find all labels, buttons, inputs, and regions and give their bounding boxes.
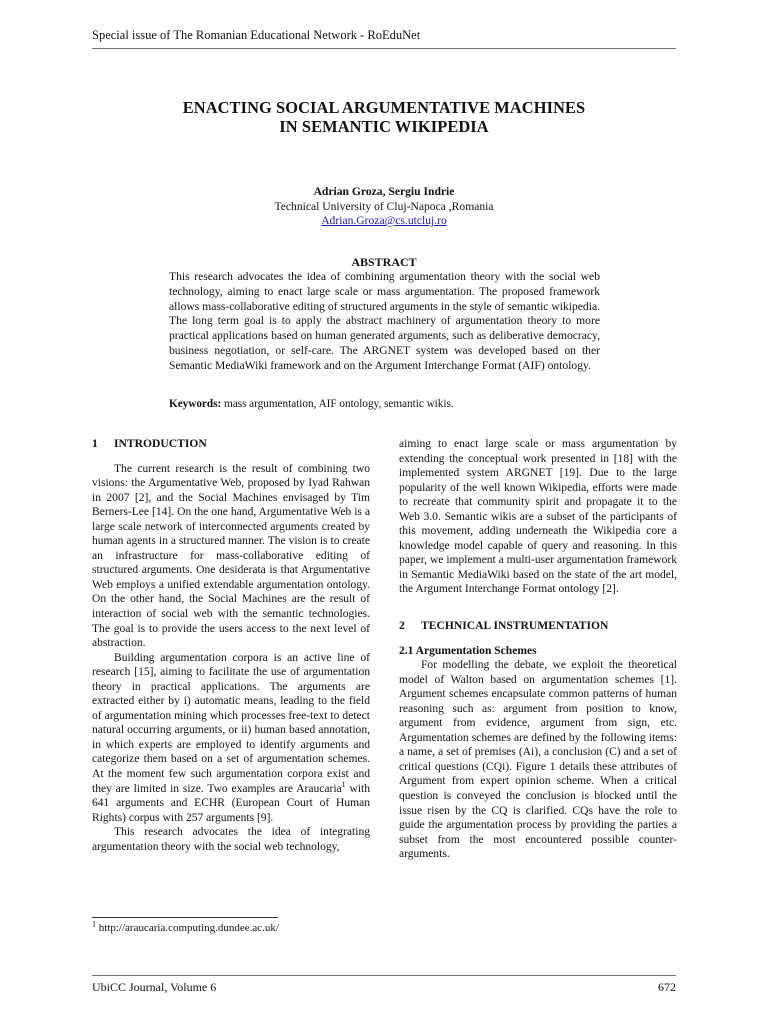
subsection-heading: 2.1 Argumentation Schemes [399, 644, 537, 657]
intro-paragraph-2-text-a: Building argumentation corpora is an active line of research [15], aiming to facilitate the use of argumentation theory in practical applications. The arguments are extracted either by i) automatic means, leading to the field of argumentation mining which processes free-text to detect natural occurring arguments, or ii) human based annotation, in which experts are employed to identify arguments and categorize them based on a set of argumentation schemes. At the moment few such argumentation corpora exist and they are limited in size. Two examples are Araucaria [92, 651, 370, 795]
section-title: TECHNICAL INSTRUMENTATION [421, 619, 609, 633]
affiliation: Technical University of Cluj-Napoca ,Romania [274, 199, 494, 213]
footnote-marker[interactable]: 1 [341, 779, 346, 789]
intro-paragraph-continued: aiming to enact large scale or mass argumentation by extending the conceptual work presented in [18] with the implemented system ARGNET [19]. Due to the large popularity of the well known Wikipedia, efforts were made to recreate that community spirit and propagate it to the Web 3.0. Semantic wikis are a subset of the participants of this movement, adding underneath the Wikipedia core a knowledge model capable of query and reasoning. In this paper, we implement a multi-user argumentation framework in Semantic MediaWiki based on the state of the art model, the Argument Interchange Format ontology [2]. [399, 438, 677, 596]
keywords-text: mass argumentation, AIF ontology, semantic wikis. [221, 398, 454, 410]
header-divider [92, 48, 676, 49]
intro-paragraph-3: This research advocates the idea of integrating argumentation theory with the social web technology, [92, 826, 370, 853]
running-header: Special issue of The Romanian Educational Network - RoEduNet [92, 28, 421, 42]
footnote [92, 919, 279, 934]
abstract-text: This research advocates the idea of combining argumentation theory with the social web technology, aiming to enact large scale or mass argumentation. The proposed framework allows mass-collaborative editing of structured arguments in the style of semantic wikipedia. The long term goal is to apply the abstract machinery of argumentation theory to more practical applications based on human generated arguments, such as deliberative democracy, business negotiation, or self-care. The ARGNET system was developed based on ther Semantic MediaWiki framework and on the Argument Interchange Format (AIF) ontology. [169, 270, 600, 372]
section-title: INTRODUCTION [114, 437, 207, 450]
tech-paragraph-1: For modelling the debate, we exploit the theoretical model of Walton based on argumentation schemes [1]. Argument schemes encapsulate common patterns of human reasoning such as: argument from position to know, argument from evidence, argument from sign, etc. Argumentation schemes are defined by the following items: a name, a set of premises (Ai), a conclusion (C) and a set of critical questions (CQi). Figure 1 details these attributes of Argument from expert opinion scheme. When a critical question is conveyed the conclusion is blocked until the issue risen by the CQ is clarified. CQs have the role to guide the argumentation process by providing the parties a subset from the most encountered possible counter-arguments. [399, 659, 677, 861]
intro-paragraph-1: The current research is the result of combining two visions: the Argumentative Web, proposed by Iyad Rahwan in 2007 [2], and the Social Machines envisaged by Tim Berners-Lee [14]. On the one hand, Argumentative Web is a large scale network of interconnected arguments created by human agents in a structured manner. The vision is to create an infrastructure for mass-collaborative editing of structured arguments. One desiderata is that Argumentative Web employs a unified extendable argumentation ontology. On the other hand, the Social Machines are the result of interaction of social web with the semantic technologies. The goal is to provide the users access to the next level of abstraction. [92, 462, 370, 650]
author-names: Adrian Groza, Sergiu Indrie [313, 185, 455, 198]
title-line-2: IN SEMANTIC WIKIPEDIA [279, 117, 489, 136]
left-column [92, 437, 370, 854]
footnote-url[interactable]: http://araucaria.computing.dundee.ac.uk/ [96, 922, 279, 934]
paper-title [92, 98, 676, 136]
section-heading-technical [399, 619, 677, 634]
journal-footer: UbiCC Journal, Volume 6 [92, 980, 217, 994]
keywords-label: Keywords: [169, 398, 222, 410]
page-number: 672 [658, 980, 676, 994]
author-email-link[interactable]: Adrian.Groza@cs.utcluj.ro [321, 214, 447, 227]
abstract-heading: ABSTRACT [351, 255, 417, 269]
author-block [92, 185, 676, 229]
section-number: 1 [92, 437, 98, 450]
footer-divider [92, 975, 676, 976]
intro-paragraph-2 [92, 651, 370, 826]
keywords [169, 397, 600, 411]
section-heading-introduction [92, 437, 370, 452]
title-line-1: ENACTING SOCIAL ARGUMENTATIVE MACHINES [182, 98, 586, 117]
footnote-number: 1 [92, 919, 96, 929]
section-number: 2 [399, 619, 405, 633]
right-column [399, 437, 677, 862]
footnote-divider [92, 917, 278, 918]
intro-paragraph-2-text-b: with 641 arguments and ECHR (European Court of Human Rights) corpus with 257 arguments [9]. [92, 782, 371, 824]
